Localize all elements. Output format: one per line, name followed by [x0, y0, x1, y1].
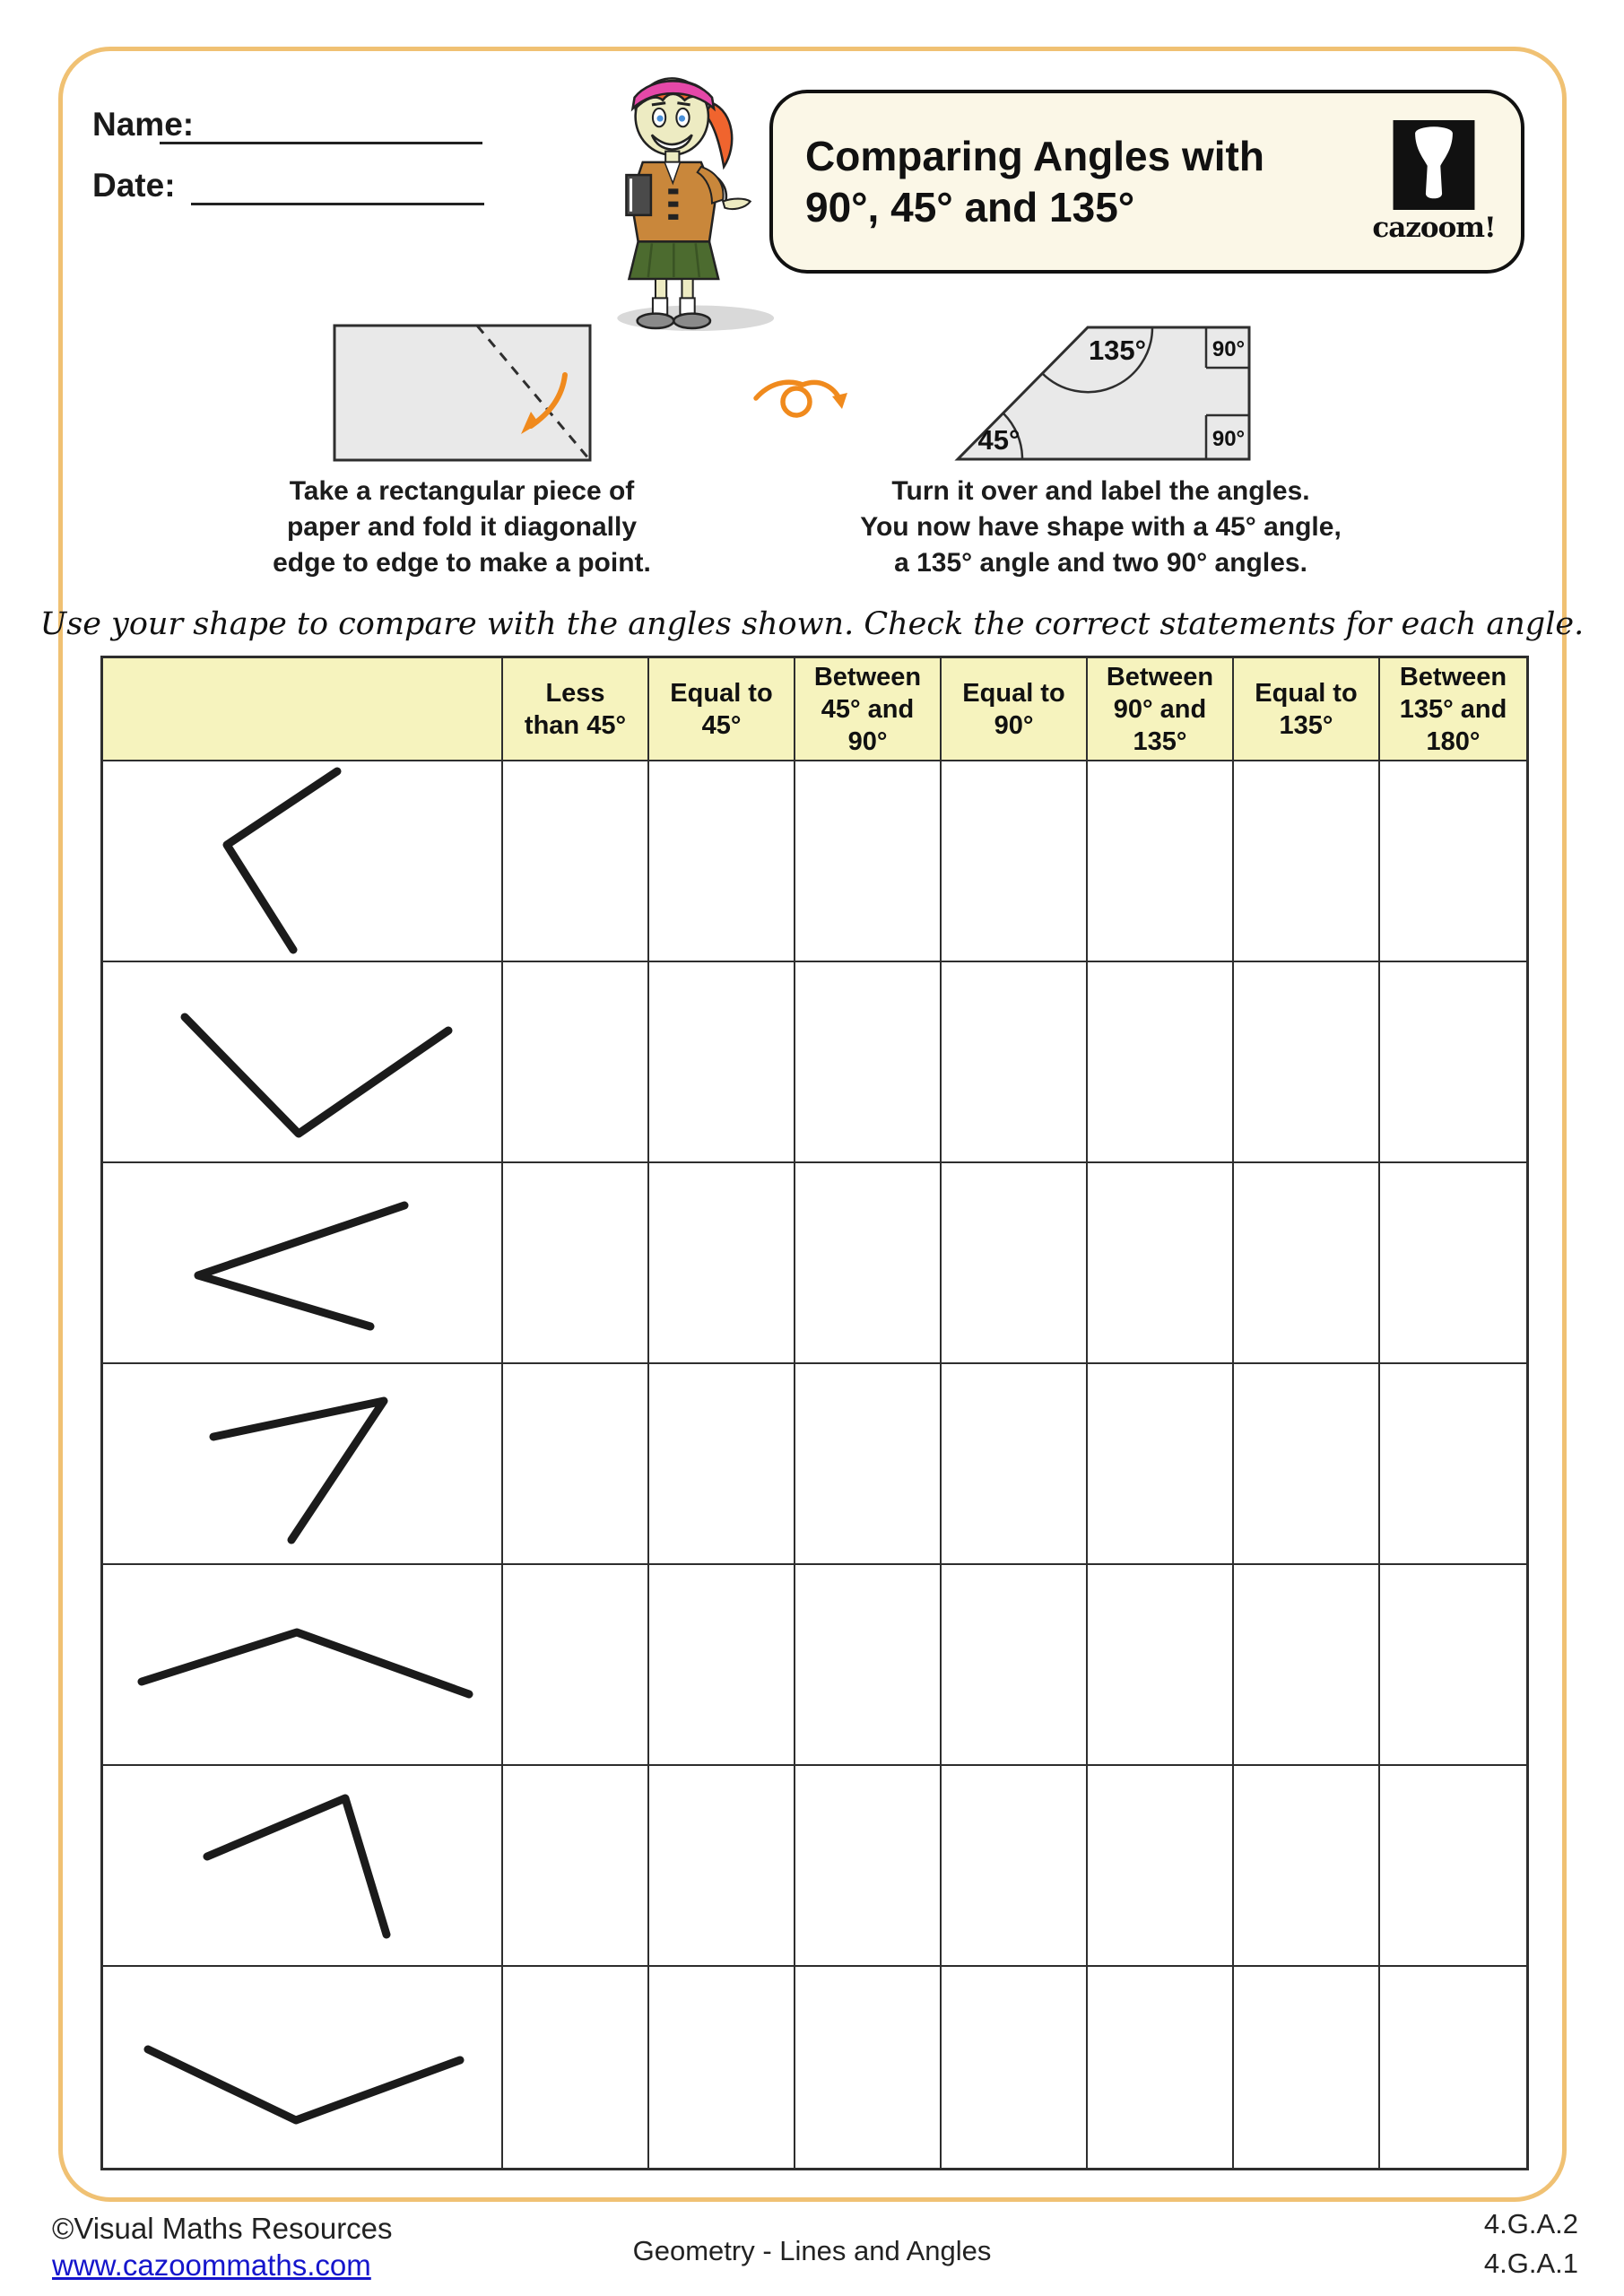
- answer-cell[interactable]: [795, 1163, 942, 1364]
- caption-line: edge to edge to make a point.: [273, 548, 651, 578]
- angle-drawing: [103, 1565, 503, 1766]
- column-header: Between 135° and 180°: [1380, 658, 1526, 761]
- table-row: [103, 761, 1526, 962]
- answer-cell[interactable]: [795, 761, 942, 962]
- answer-cell[interactable]: [503, 1766, 649, 1967]
- answer-cell[interactable]: [795, 1766, 942, 1967]
- answer-cell[interactable]: [942, 1967, 1088, 2168]
- worksheet-title: [805, 131, 1367, 233]
- answer-cell[interactable]: [942, 1766, 1088, 1967]
- answer-cell[interactable]: [1234, 761, 1380, 962]
- answer-cell[interactable]: [1234, 1967, 1380, 2168]
- fold-paper-diagram: [296, 314, 637, 480]
- standards-codes: [1484, 2205, 1578, 2283]
- angles-comparison-table: [100, 656, 1529, 2170]
- answer-cell[interactable]: [1380, 1163, 1526, 1364]
- answer-cell[interactable]: [503, 761, 649, 962]
- angle-drawing: [103, 962, 503, 1163]
- answer-cell[interactable]: [503, 1364, 649, 1565]
- answer-cell[interactable]: [942, 1565, 1088, 1766]
- answer-cell[interactable]: [649, 1163, 795, 1364]
- answer-cell[interactable]: [1380, 1364, 1526, 1565]
- answer-cell[interactable]: [795, 1967, 942, 2168]
- answer-cell[interactable]: [503, 1163, 649, 1364]
- cazoom-logo-text: cazoom!: [1372, 211, 1496, 244]
- answer-cell[interactable]: [1088, 1163, 1234, 1364]
- column-header: Between 45° and 90°: [795, 658, 942, 761]
- answer-cell[interactable]: [1234, 1565, 1380, 1766]
- answer-cell[interactable]: [1234, 1163, 1380, 1364]
- angle-drawing: [103, 1163, 503, 1364]
- drawing-column-header: [103, 658, 503, 761]
- answer-cell[interactable]: [649, 1967, 795, 2168]
- name-label: Name:: [92, 106, 195, 143]
- column-header: Equal to 45°: [649, 658, 795, 761]
- answer-cell[interactable]: [1380, 761, 1526, 962]
- angle-drawing: [103, 1364, 503, 1565]
- table-row: [103, 1766, 1526, 1967]
- table-row: [103, 962, 1526, 1163]
- angle-drawing-cell: [103, 761, 503, 962]
- angle-drawing-cell: [103, 1364, 503, 1565]
- angle-label-45: 45°: [977, 424, 1020, 456]
- answer-cell[interactable]: [1234, 1364, 1380, 1565]
- answer-cell[interactable]: [1380, 1565, 1526, 1766]
- angle-drawing-cell: [103, 1163, 503, 1364]
- title-line-2: 90°, 45° and 135°: [805, 183, 1135, 230]
- angle-drawing: [103, 1766, 503, 1967]
- column-header: Between 90° and 135°: [1088, 658, 1234, 761]
- answer-cell[interactable]: [795, 1364, 942, 1565]
- standard-code: 4.G.A.2: [1483, 2208, 1578, 2239]
- caption-line: You now have shape with a 45° angle,: [860, 512, 1342, 542]
- date-input-line[interactable]: [191, 176, 484, 205]
- caption-line: paper and fold it diagonally: [286, 512, 638, 542]
- column-header: Equal to 90°: [942, 658, 1088, 761]
- table-row: [103, 1967, 1526, 2168]
- title-line-1: Comparing Angles with: [805, 132, 1264, 179]
- answer-cell[interactable]: [1380, 962, 1526, 1163]
- copyright-text: ©Visual Maths Resources: [52, 2212, 393, 2245]
- answer-cell[interactable]: [942, 1163, 1088, 1364]
- table-body: [103, 761, 1526, 2168]
- angle-label-135: 135°: [1088, 335, 1147, 366]
- answer-cell[interactable]: [942, 761, 1088, 962]
- caption-line: Take a rectangular piece of: [289, 476, 635, 506]
- caption-line: Turn it over and label the angles.: [891, 476, 1310, 506]
- student-character-illustration: [587, 59, 780, 333]
- table-row: [103, 1163, 1526, 1364]
- answer-cell[interactable]: [1088, 761, 1234, 962]
- answer-cell[interactable]: [1234, 962, 1380, 1163]
- answer-cell[interactable]: [1088, 962, 1234, 1163]
- answer-cell[interactable]: [503, 1565, 649, 1766]
- angle-drawing-cell: [103, 1766, 503, 1967]
- table-header-row: [103, 658, 1526, 761]
- cazoom-logo: [1367, 120, 1501, 244]
- caption-line: a 135° angle and two 90° angles.: [894, 548, 1307, 578]
- name-input-line[interactable]: [160, 115, 482, 144]
- standard-code: 4.G.A.1: [1483, 2248, 1578, 2279]
- angle-label-90-bottom: 90°: [1211, 427, 1246, 451]
- angle-drawing-cell: [103, 1967, 503, 2168]
- labeled-shape-diagram: [933, 309, 1264, 480]
- answer-cell[interactable]: [1088, 1967, 1234, 2168]
- answer-cell[interactable]: [942, 962, 1088, 1163]
- answer-cell[interactable]: [649, 1364, 795, 1565]
- answer-cell[interactable]: [1088, 1766, 1234, 1967]
- answer-cell[interactable]: [795, 962, 942, 1163]
- date-label: Date:: [92, 167, 176, 204]
- angle-drawing: [103, 1967, 503, 2168]
- answer-cell[interactable]: [503, 1967, 649, 2168]
- angle-label-90-top: 90°: [1211, 337, 1246, 361]
- footer-topic: Geometry - Lines and Angles: [632, 2235, 992, 2266]
- flip-arrow-icon: [749, 361, 856, 432]
- column-header: Equal to 135°: [1234, 658, 1380, 761]
- right-diagram-caption: [856, 474, 1345, 581]
- answer-cell[interactable]: [649, 962, 795, 1163]
- answer-cell[interactable]: [503, 962, 649, 1163]
- cazoom-drum-icon: [1393, 120, 1475, 210]
- angle-drawing-cell: [103, 1565, 503, 1766]
- answer-cell[interactable]: [1088, 1565, 1234, 1766]
- answer-cell[interactable]: [1380, 1967, 1526, 2168]
- title-box: [769, 90, 1524, 274]
- website-link[interactable]: www.cazoommaths.com: [52, 2248, 371, 2282]
- table-row: [103, 1364, 1526, 1565]
- left-diagram-caption: [220, 474, 704, 581]
- answer-cell[interactable]: [649, 1766, 795, 1967]
- answer-cell[interactable]: [1380, 1766, 1526, 1967]
- answer-cell[interactable]: [1088, 1364, 1234, 1565]
- worksheet-prompt: Use your shape to compare with the angles shown. Check the correct statements for each angle.: [39, 606, 1585, 642]
- table-row: [103, 1565, 1526, 1766]
- answer-cell[interactable]: [795, 1565, 942, 1766]
- angle-drawing: [103, 761, 503, 962]
- angle-drawing-cell: [103, 962, 503, 1163]
- column-header: Less than 45°: [503, 658, 649, 761]
- answer-cell[interactable]: [942, 1364, 1088, 1565]
- answer-cell[interactable]: [649, 1565, 795, 1766]
- answer-cell[interactable]: [1234, 1766, 1380, 1967]
- answer-cell[interactable]: [649, 761, 795, 962]
